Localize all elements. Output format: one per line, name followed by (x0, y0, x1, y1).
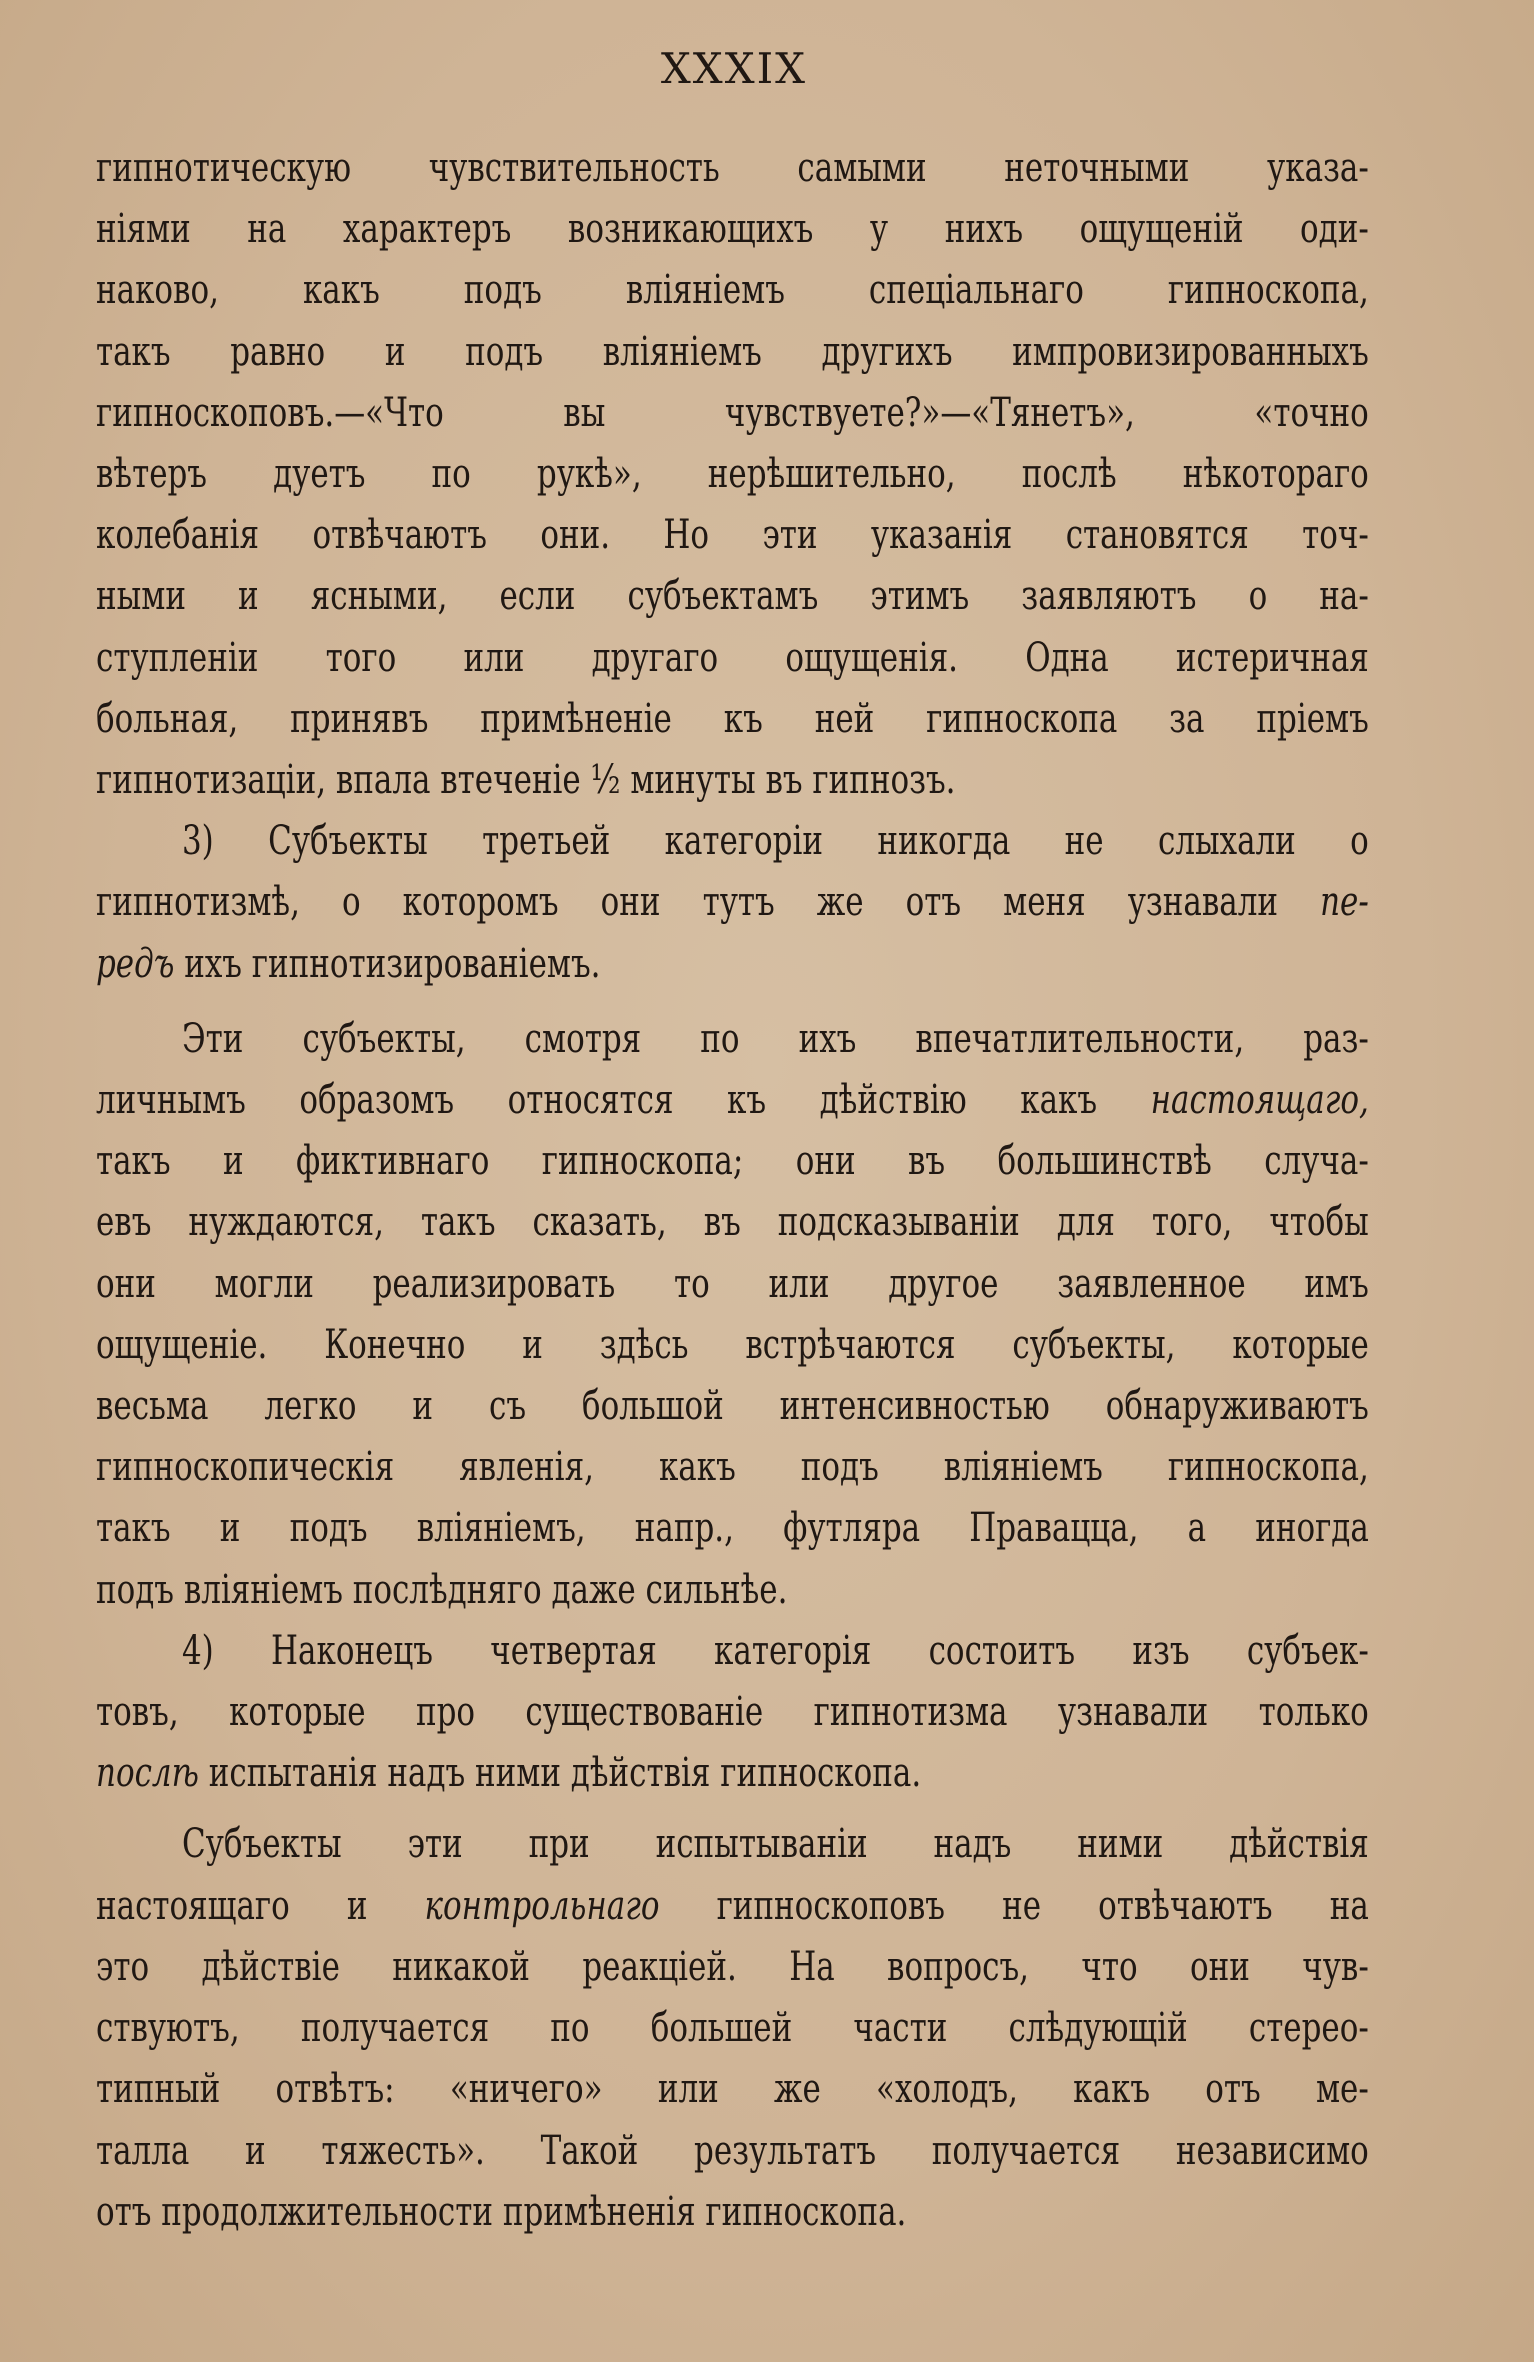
paragraph-5 (96, 1814, 1369, 2242)
text-line: талла и тяжесть». Такой результатъ получается независимо (96, 2127, 1369, 2174)
text-line (96, 934, 1369, 995)
text-line: Эти субъекты, смотря по ихъ впечатлительности, раз- (182, 1015, 1369, 1062)
page-number: XXXIX (660, 44, 808, 93)
text-line: ощущеніе. Конечно и здѣсь встрѣчаются субъекты, которые (96, 1321, 1369, 1368)
text-line: они могли реализировать то или другое заявленное имъ (96, 1260, 1369, 1307)
paragraph-4 (96, 1621, 1369, 1805)
text-line: такъ равно и подъ вліяніемъ другихъ импровизированныхъ (96, 328, 1369, 375)
text-line: подъ вліяніемъ послѣдняго даже сильнѣе. (96, 1566, 788, 1613)
text-line: колебанія отвѣчаютъ они. Но эти указанія становятся точ- (96, 512, 1369, 559)
text-span: личнымъ образомъ относятся къ дѣйствію какъ (96, 1077, 1098, 1124)
italic-word: контрольнаго (424, 1882, 660, 1929)
text-line: типный отвѣтъ: «ничего» или же «холодъ, какъ отъ ме- (96, 2066, 1369, 2113)
text-line: гипноскопическія явленія, какъ подъ вліяніемъ гипноскопа, (96, 1444, 1369, 1491)
paragraph-1 (96, 138, 1369, 811)
italic-word: настоящаго, (1150, 1077, 1369, 1124)
text-line: ніями на характеръ возникающихъ у нихъ ощущеній оди- (96, 206, 1369, 253)
italic-word: пе- (1320, 879, 1369, 926)
text-line: вѣтеръ дуетъ по рукѣ», нерѣшительно, послѣ нѣкотораго (96, 451, 1369, 498)
text-span: гипноскоповъ не отвѣчаютъ на (716, 1882, 1369, 1929)
text-line: Субъекты эти при испытываніи надъ ними дѣйствія (182, 1821, 1369, 1868)
text-line: ными и ясными, если субъектамъ этимъ заявляютъ о на- (96, 573, 1369, 620)
italic-word: послѣ (96, 1750, 199, 1797)
text-line: ствуютъ, получается по большей части слѣдующій стерео- (96, 2005, 1369, 2052)
text-line (96, 1743, 1369, 1804)
text-line: 4) Наконецъ четвертая категорія состоитъ изъ субъек- (182, 1627, 1369, 1674)
text-line: такъ и подъ вліяніемъ, напр., футляра Правацца, а иногда (96, 1505, 1369, 1552)
text-line (96, 1876, 1369, 1937)
text-line: гипноскоповъ.—«Что вы чувствуете?»—«Тянетъ», «точно (96, 389, 1369, 436)
text-span: настоящаго и (96, 1882, 368, 1929)
text-line: такъ и фиктивнаго гипноскопа; они въ большинствѣ случа- (96, 1138, 1369, 1185)
text-line (96, 1070, 1369, 1131)
text-line: отъ продолжительности примѣненія гипноскопа. (96, 2188, 907, 2235)
text-line: это дѣйствіе никакой реакціей. На вопросъ, что они чув- (96, 1943, 1369, 1990)
text-line: евъ нуждаются, такъ сказать, въ подсказываніи для того, чтобы (96, 1199, 1369, 1246)
paragraph-2 (96, 811, 1369, 995)
text-line: 3) Субъекты третьей категоріи никогда не слыхали о (182, 818, 1369, 865)
text-span: ихъ гипнотизированіемъ. (184, 940, 601, 987)
text-line: гипнотизаціи, впала втеченіе ½ минуты въ гипнозъ. (96, 757, 956, 804)
text-line: весьма легко и съ большой интенсивностью обнаруживаютъ (96, 1383, 1369, 1430)
text-line: гипнотическую чувствительность самыми неточными указа- (96, 145, 1369, 191)
text-line: больная, принявъ примѣненіе къ ней гипноскопа за пріемъ (96, 695, 1369, 742)
paragraph-3 (96, 1009, 1369, 1621)
text-span: гипнотизмѣ, о которомъ они тутъ же отъ меня узнавали (96, 879, 1279, 926)
text-line: ступленіи того или другаго ощущенія. Одна истеричная (96, 634, 1369, 681)
text-line: наково, какъ подъ вліяніемъ спеціальнаго гипноскопа, (96, 267, 1369, 314)
text-span: испытанія надъ ними дѣйствія гипноскопа. (208, 1750, 922, 1797)
text-line: товъ, которые про существованіе гипнотизма узнавали только (96, 1689, 1369, 1736)
text-line (96, 872, 1369, 933)
italic-word: редъ (96, 940, 175, 987)
